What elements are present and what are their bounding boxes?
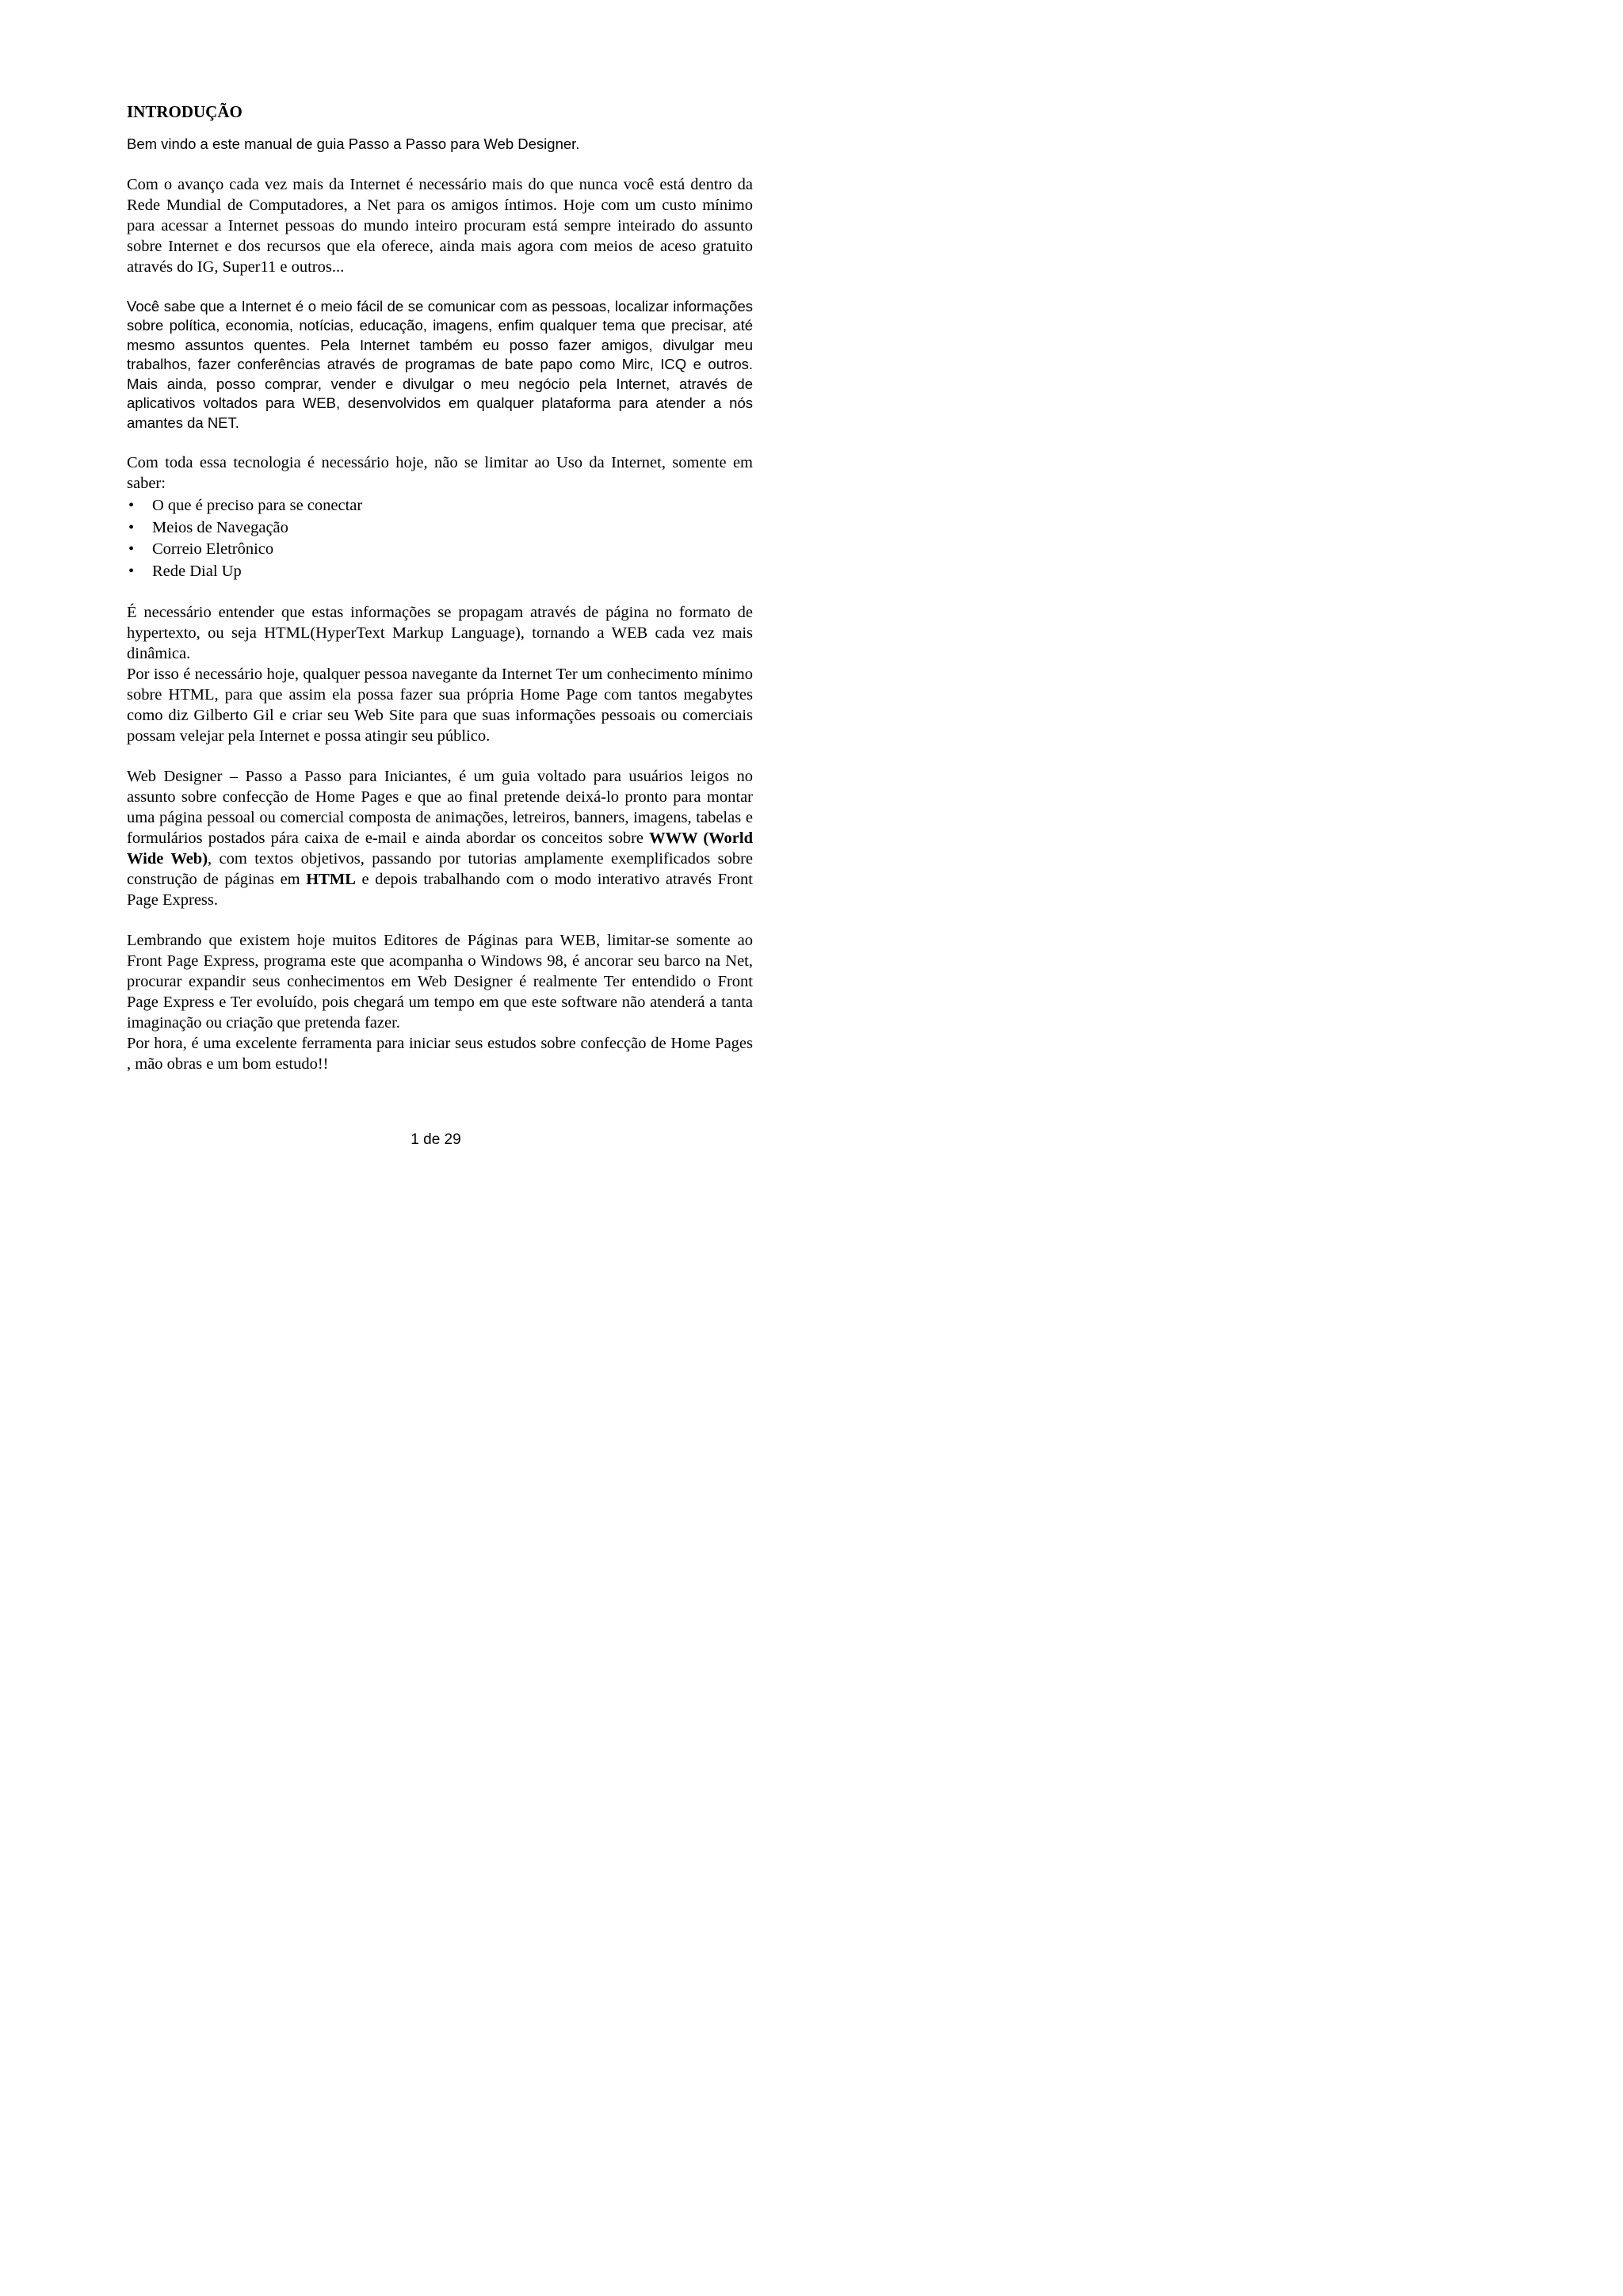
list-item-text: Rede Dial Up [152,562,242,580]
page-number: 1 de 29 [411,1131,461,1148]
paragraph-closing: Por hora, é uma excelente ferramenta para iniciar seus estudos sobre confecção de Home Pages , mão obras e um bom estudo!! [127,1035,753,1073]
guide-text-bold-html: HTML [306,871,356,888]
bullet-icon: • [128,540,135,558]
list-item [127,561,753,583]
list-item [127,539,753,561]
bullet-icon: • [128,518,135,536]
bullet-icon: • [128,497,135,514]
paragraph-html-knowledge: Por isso é necessário hoje, qualquer pessoa navegante da Internet Ter um conhecimento mínimo sobre HTML, para que assim ela possa fazer sua própria Home Page com tantos megabytes como diz Gilberto Gil e criar seu Web Site para que suas informações pessoais ou comerciais possam velejar pela Internet e possa atingir seu público. [127,666,753,745]
paragraph-editors: Lembrando que existem hoje muitos Editores de Páginas para WEB, limitar-se somente ao Front Page Express, programa este que acompanha o Windows 98, é ancorar seu barco na Net, procurar expandir seus conhecimentos em Web Designer é realmente Ter entendido o Front Page Express e Ter evoluído, pois chegará um tempo em que este software não atenderá a tanta imaginação ou criação que pretenda fazer. [127,932,753,1032]
welcome-paragraph: Bem vindo a este manual de guia Passo a Passo para Web Designer. [127,135,580,152]
guide-text-part1: Web Designer – Passo a Passo para Iniciantes, é um guia voltado para usuários leigos no assunto sobre confecção de Home Pages e que ao final pretende deixá-lo pronto para montar uma página pessoal ou comercial composta de animações, letreiros, banners, imagens, tabelas e formulários postados pára caixa de e-mail e ainda abordar os conceitos sobre [127,768,753,847]
guide-text-bold-www: WWW (World Wide Web) [127,830,753,868]
guide-text-part3: e depois trabalhando com o modo interativo através Front Page Express. [127,871,753,909]
guide-text-part2: , com textos objetivos, passando por tutorias amplamente exemplificados sobre construção de páginas em [127,850,753,888]
bullet-icon: • [128,562,135,580]
page-content [127,101,753,1074]
paragraph-technology: Com toda essa tecnologia é necessário hoje, não se limitar ao Uso da Internet, somente em saber: [127,454,753,492]
page-title: INTRODUÇÃO [127,102,242,121]
list-item [127,495,753,517]
paragraph-guide-description [127,766,753,910]
document-page [0,0,872,1232]
topics-list [127,495,753,582]
list-item-text: O que é preciso para se conectar [152,497,363,514]
paragraph-internet-advance: Com o avanço cada vez mais da Internet é necessário mais do que nunca você está dentro da Rede Mundial de Computadores, a Net para os amigos íntimos. Hoje com um custo mínimo para acessar a Internet pessoas do mundo inteiro procuram está sempre inteirado do assunto sobre Internet e dos recursos que ela oferece, ainda mais agora com meios de aceso gratuito através do IG, Super11 e outros... [127,175,753,276]
list-item-text: Correio Eletrônico [152,540,274,558]
list-item-text: Meios de Navegação [152,518,288,536]
list-item [127,517,753,540]
paragraph-internet-uses: Você sabe que a Internet é o meio fácil de se comunicar com as pessoas, localizar informações sobre política, economia, notícias, educação, imagens, enfim qualquer tema que precisar, até mesmo assuntos quentes. Pela Internet também eu posso fazer amigos, divulgar meu trabalhos, fazer conferências através de programas de bate papo como Mirc, ICQ e outros. Mais ainda, posso comprar, vender e divulgar o meu negócio pela Internet, através de aplicativos voltados para WEB, desenvolvidos em qualquer plataforma para atender a nós amantes da NET. [127,297,753,431]
paragraph-hypertext: É necessário entender que estas informações se propagam através de página no formato de hypertexto, ou seja HTML(HyperText Markup Language), tornando a WEB cada vez mais dinâmica. [127,604,753,662]
